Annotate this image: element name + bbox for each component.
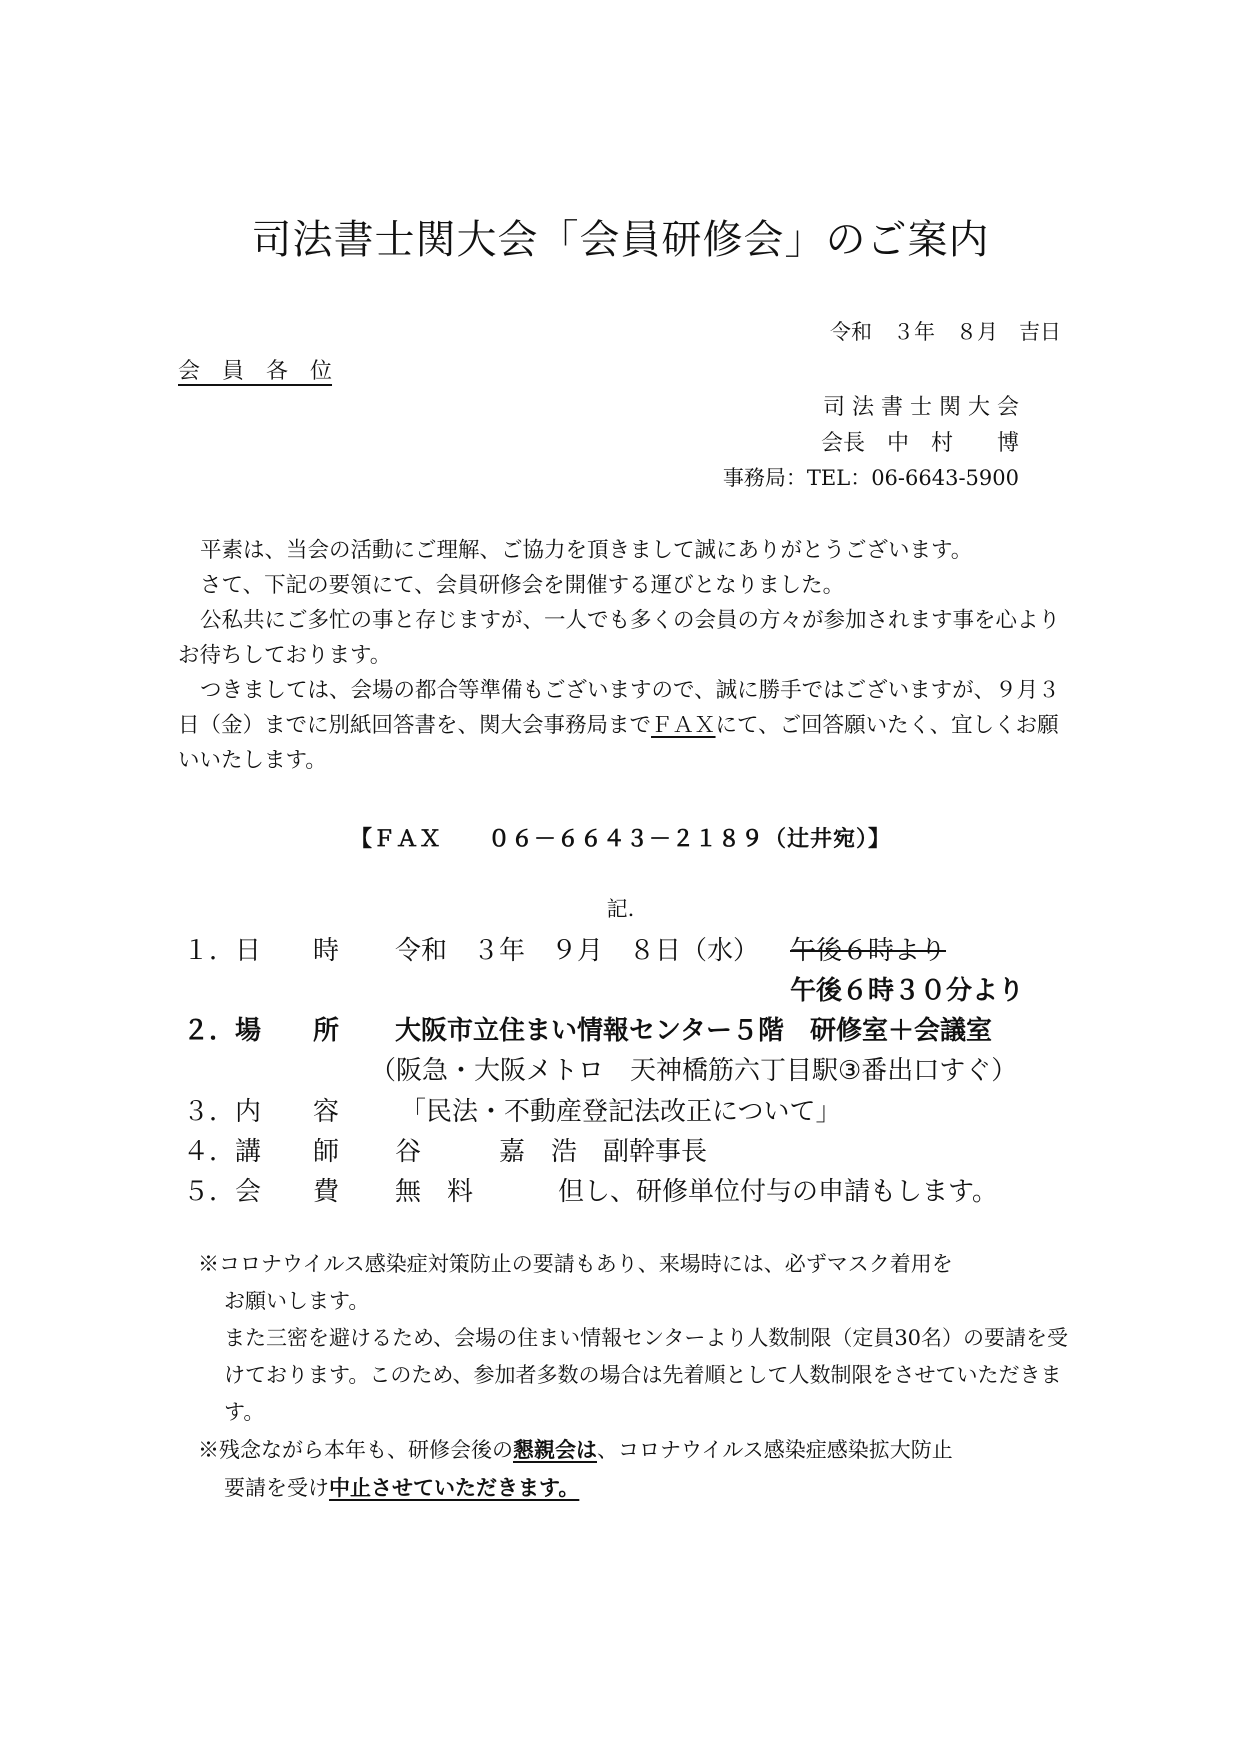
note-2-line-2-start: 要請を受け bbox=[224, 1476, 329, 1500]
item-4-lecturer: 谷 嘉 浩 副幹事長 bbox=[395, 1137, 708, 1167]
body-paragraph-4-start: つきましては、会場の都合等準備もございますので、誠に勝手ではございますが、９月３日（金）までに別紙回答書を、関大会事務局まで bbox=[178, 678, 1060, 738]
item-5-note: 但し、研修単位付与の申請もします。 bbox=[558, 1177, 998, 1207]
note-2-cancel-emphasis: 中止させていただきます。 bbox=[329, 1475, 580, 1500]
note-1-line-3: また三密を避けるため、会場の住まい情報センターより人数制限（定員30名）の要請を受けております。このため、参加者多数の場合は先着順として人数制限をさせていただきます。 bbox=[224, 1326, 1069, 1424]
president-name: 会長 中 村 博 bbox=[820, 431, 1019, 456]
fax-number-line: 【ＦＡＸ ０６－６６４３－２１８９（辻井宛）】 bbox=[349, 827, 891, 852]
body-paragraph-3: 公私共にご多忙の事と存じますが、一人でも多くの会員の方々が参加されます事を心よりお待ちしております。 bbox=[178, 608, 1061, 668]
body-paragraph-2: さて、下記の要領にて、会員研修会を開催する運びとなりました。 bbox=[200, 573, 845, 598]
note-2-line-2 bbox=[198, 1469, 1078, 1507]
body-text bbox=[178, 533, 1073, 778]
item-2-label: 場 所 bbox=[235, 1016, 340, 1046]
item-1-date: 令和 ３年 ９月 ８日（水） bbox=[395, 936, 760, 966]
item-4-label: 講 師 bbox=[235, 1137, 340, 1167]
item-2-access: （阪急・大阪メトロ 天神橋筋六丁目駅③番出口すぐ） bbox=[370, 1056, 1018, 1086]
addressee: 会 員 各 位 bbox=[178, 359, 333, 384]
item-3-number: ３． bbox=[183, 1097, 236, 1127]
ki-heading: 記. bbox=[606, 897, 635, 921]
item-5-fee: 無 料 bbox=[395, 1177, 474, 1207]
notes bbox=[198, 1246, 1078, 1507]
item-5-label: 会 費 bbox=[235, 1177, 340, 1207]
fax-underlined: ＦＡＸ bbox=[651, 713, 716, 738]
note-2-start: ※残念ながら本年も、研修会後の bbox=[198, 1438, 513, 1462]
organization-name: 司 法 書 士 関 大 会 bbox=[823, 395, 1019, 420]
item-3-label: 内 容 bbox=[235, 1097, 340, 1127]
item-2-venue: 大阪市立住まい情報センター５階 研修室＋会議室 bbox=[395, 1016, 992, 1046]
item-3-topic: 「民法・不動産登記法改正について」 bbox=[400, 1097, 842, 1127]
note-2-emphasis: 懇親会は bbox=[513, 1437, 597, 1462]
item-1-new-time: 午後６時３０分より bbox=[790, 976, 1025, 1006]
item-1-number: １． bbox=[183, 936, 236, 966]
item-2-number: ２． bbox=[183, 1016, 236, 1046]
item-1-label: 日 時 bbox=[235, 936, 340, 966]
note-1-line-2: お願いします。 bbox=[224, 1289, 370, 1313]
body-paragraph-4 bbox=[178, 673, 1073, 778]
note-2-end: 、コロナウイルス感染症感染拡大防止 bbox=[597, 1438, 953, 1462]
note-1-line-1: ※コロナウイルス感染症対策防止の要請もあり、来場時には、必ずマスク着用を bbox=[198, 1252, 953, 1276]
body-paragraph-4-end: にて、ご回答願いたく、宜しくお願いいたします。 bbox=[178, 713, 1059, 773]
body-paragraph-1: 平素は、当会の活動にご理解、ご協力を頂きまして誠にありがとうございます。 bbox=[200, 538, 973, 563]
issue-date: 令和 ３年 ８月 吉日 bbox=[830, 320, 1061, 344]
item-1-old-time: 午後６時より bbox=[790, 936, 947, 966]
office-contact: 事務局：TEL：06-6643-5900 bbox=[722, 466, 1019, 490]
item-5-number: ５． bbox=[183, 1177, 236, 1207]
note-2-line-1 bbox=[198, 1431, 1078, 1469]
item-4-number: ４． bbox=[183, 1137, 236, 1167]
document-title: 司法書士関大会「会員研修会」のご案内 bbox=[251, 217, 990, 263]
